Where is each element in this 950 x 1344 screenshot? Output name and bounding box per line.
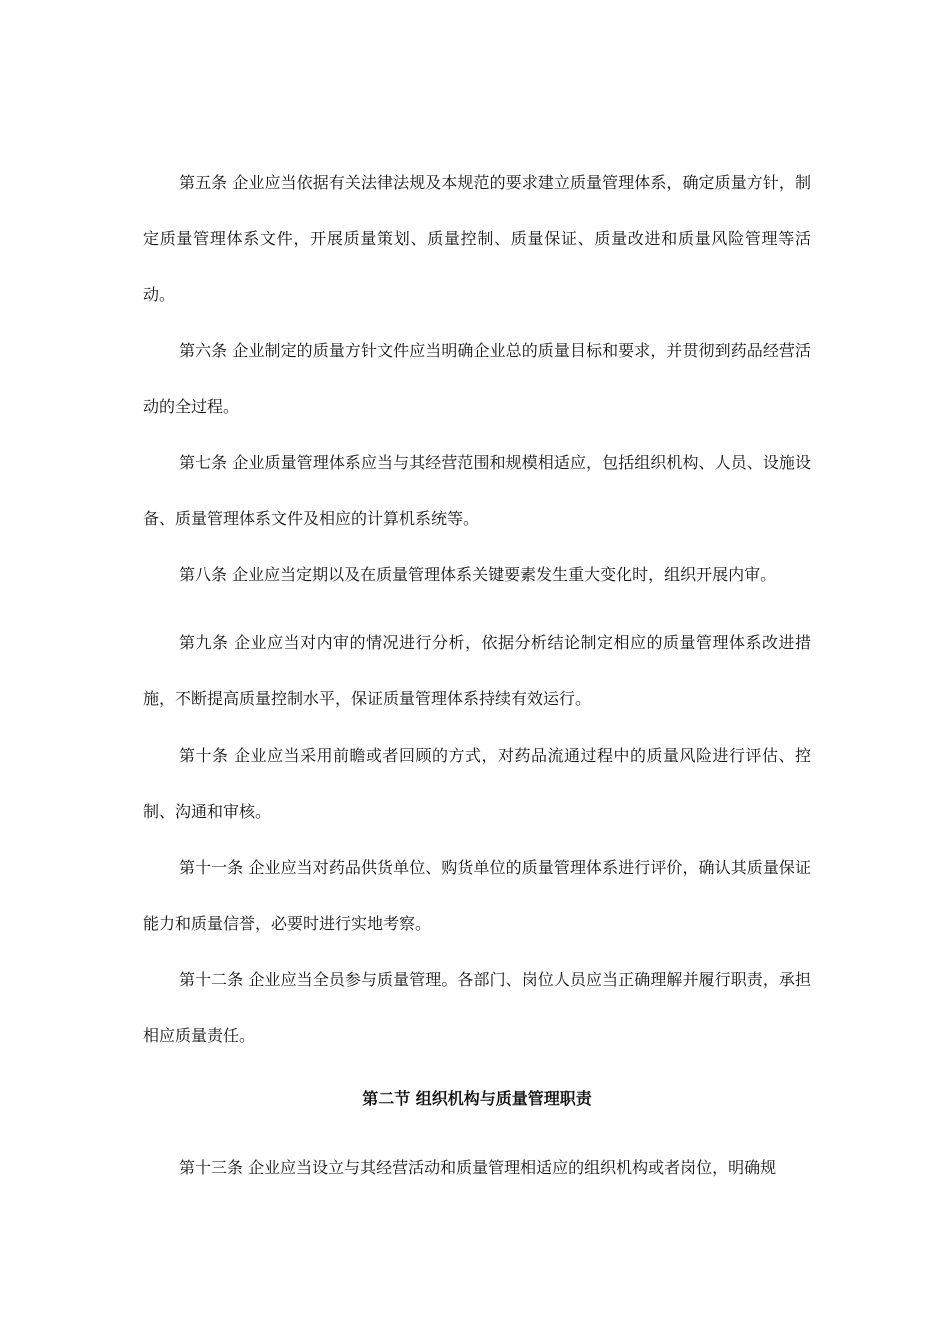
article-13: 第十三条 企业应当设立与其经营活动和质量管理相适应的组织机构或者岗位，明确规 <box>179 1158 777 1177</box>
article-8: 第八条 企业应当定期以及在质量管理体系关键要素发生重大变化时，组织开展内审。 <box>179 565 777 584</box>
article-10: 第十条 企业应当采用前瞻或者回顾的方式，对药品流通过程中的质量风险进行评估、控制、沟通和审核。 <box>143 746 811 821</box>
section-heading: 第二节 组织机构与质量管理职责 <box>362 1089 592 1108</box>
article-7: 第七条 企业质量管理体系应当与其经营范围和规模相适应，包括组织机构、人员、设施设备、质量管理体系文件及相应的计算机系统等。 <box>143 453 811 528</box>
article-6: 第六条 企业制定的质量方针文件应当明确企业总的质量目标和要求，并贯彻到药品经营活动的全过程。 <box>143 341 811 416</box>
article-9: 第九条 企业应当对内审的情况进行分析，依据分析结论制定相应的质量管理体系改进措施，不断提高质量控制水平，保证质量管理体系持续有效运行。 <box>143 633 811 708</box>
article-11: 第十一条 企业应当对药品供货单位、购货单位的质量管理体系进行评价，确认其质量保证能力和质量信誉，必要时进行实地考察。 <box>143 858 811 933</box>
article-5: 第五条 企业应当依据有关法律法规及本规范的要求建立质量管理体系，确定质量方针，制定质量管理体系文件，开展质量策划、质量控制、质量保证、质量改进和质量风险管理等活动。 <box>143 173 811 304</box>
article-12: 第十二条 企业应当全员参与质量管理。各部门、岗位人员应当正确理解并履行职责，承担相应质量责任。 <box>143 970 811 1045</box>
